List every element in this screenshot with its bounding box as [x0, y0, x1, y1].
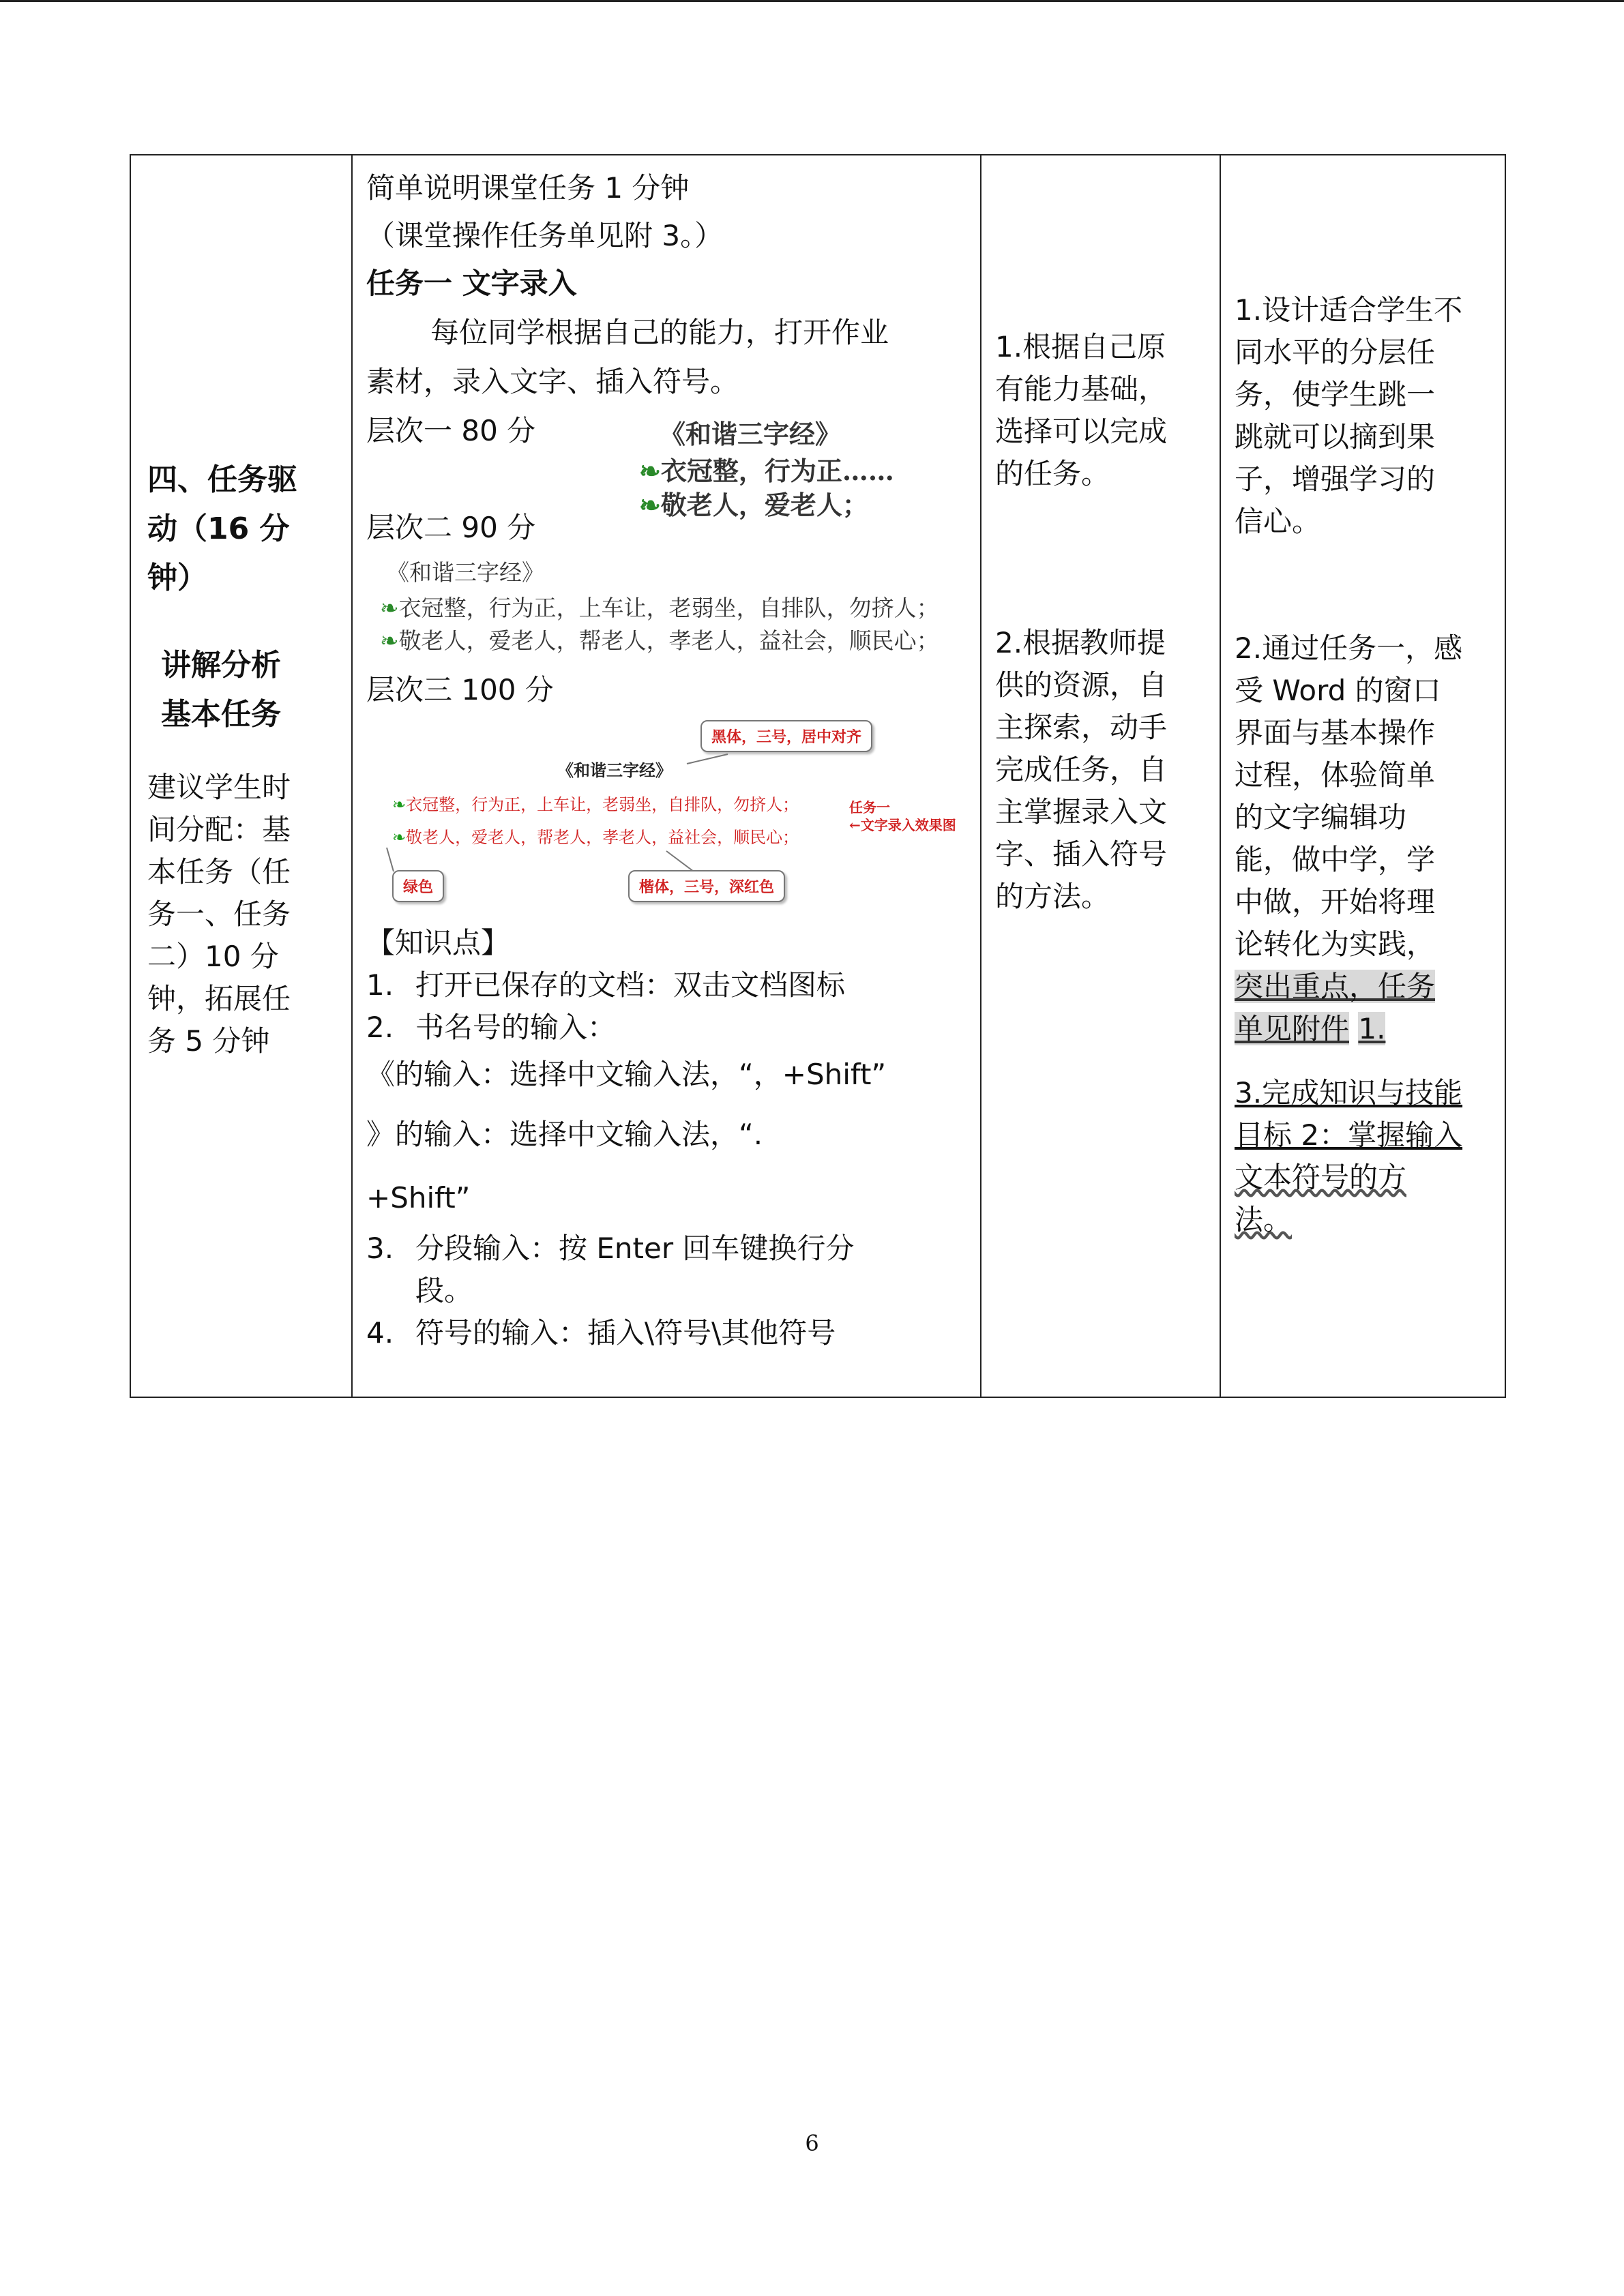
list-number: 3. [366, 1232, 394, 1265]
knowledge-subitem: +Shift” [366, 1181, 471, 1214]
sample-line: 衣冠整，行为正…… [660, 456, 894, 486]
stage-heading: 钟） [147, 561, 207, 595]
task-description: 素材，录入文字、插入符号。 [366, 365, 739, 398]
activity-line: 选择可以完成 [995, 415, 1168, 448]
level-1-label: 层次一 80 分 [366, 414, 536, 447]
activity-line: 完成任务，自 [995, 753, 1168, 786]
list-number: 4. [366, 1316, 394, 1350]
activity-line: 字、插入符号 [995, 837, 1168, 871]
underlined-text: 文本符号的方 [1235, 1161, 1407, 1194]
highlighted-text: 单见附件 [1235, 1012, 1350, 1045]
page-number: 6 [805, 2130, 819, 2156]
intent-line: 的文字编辑功 [1235, 801, 1407, 834]
knowledge-item: 符号的输入：插入\符号\其他符号 [415, 1316, 836, 1350]
stage-subheading: 基本任务 [161, 697, 281, 732]
knowledge-subitem: 《的输入：选择中文输入法，“，+Shift” [366, 1058, 887, 1091]
intent-line: 过程，体验简单 [1235, 758, 1436, 792]
sample-line: 敬老人，爱老人，帮老人，孝老人，益社会，顺民心； [406, 828, 799, 847]
top-border-line [0, 0, 1624, 2]
sample-line: 衣冠整，行为正，上车让，老弱坐，自排队，勿挤人； [398, 595, 939, 621]
intent-line: 子，增强学习的 [1235, 462, 1436, 496]
intent-line: 务，使学生跳一 [1235, 378, 1436, 411]
time-note-line: 本任务（任 [147, 855, 291, 889]
intent-line: 论转化为实践， [1235, 927, 1436, 961]
activity-line: 的方法。 [995, 880, 1110, 913]
underlined-text: 法。 [1235, 1203, 1293, 1236]
knowledge-subitem: 》的输入：选择中文输入法，“. [366, 1118, 763, 1151]
time-note-line: 二）10 分 [147, 940, 279, 973]
activity-line: 主探索，动手 [995, 711, 1168, 744]
level-3-label: 层次三 100 分 [366, 673, 554, 706]
activity-line: 2.根据教师提 [995, 626, 1166, 659]
knowledge-item-continued: 段。 [415, 1274, 473, 1307]
activity-line: 的任务。 [995, 457, 1110, 490]
task-title: 任务一 文字录入 [366, 267, 577, 300]
leaf-icon: ❧ [392, 828, 407, 847]
knowledge-title: 【知识点】 [366, 926, 510, 959]
list-number: 2. [366, 1011, 394, 1044]
sample-line: 敬老人，爱老人，帮老人，孝老人，益社会，顺民心； [398, 627, 939, 654]
stage-heading: 四、任务驱 [147, 462, 297, 497]
student-activity-column [981, 155, 1220, 1397]
intent-line: 跳就可以摘到果 [1235, 420, 1436, 453]
leaf-icon: ❧ [380, 595, 399, 621]
time-note-line: 务一、任务 [147, 897, 291, 931]
time-note-line: 建议学生时 [147, 771, 291, 804]
highlighted-text: 1. [1358, 1012, 1386, 1045]
level-2-label: 层次二 90 分 [366, 511, 536, 544]
intent-line: 信心。 [1235, 505, 1321, 538]
list-number: 1. [366, 968, 394, 1002]
leaf-icon: ❧ [392, 795, 407, 814]
callout-title-format: 黑体，三号，居中对齐 [700, 720, 872, 752]
time-note-line: 钟，拓展任 [147, 982, 291, 1015]
stage-heading: 动（16 分 [147, 511, 290, 546]
activity-line: 供的资源，自 [995, 668, 1168, 702]
activity-line: 有能力基础， [995, 372, 1168, 406]
callout-body-format: 楷体，三号，深红色 [628, 870, 785, 902]
task-description: 每位同学根据自己的能力，打开作业 [430, 316, 889, 349]
intro-text: 简单说明课堂任务 1 分钟 [366, 171, 690, 205]
underlined-text: 3.完成知识与技能 [1235, 1076, 1463, 1109]
activity-line: 1.根据自己原 [995, 330, 1166, 363]
sample-title: 《和谐三字经》 [660, 419, 842, 449]
knowledge-item: 书名号的输入： [415, 1011, 617, 1044]
intent-line: 受 Word 的窗口 [1235, 674, 1441, 707]
callout-green: 绿色 [392, 870, 444, 902]
intro-text: （课堂操作任务单见附 3。） [366, 219, 724, 252]
side-label: ←文字录入效果图 [849, 817, 956, 833]
sample-title: 《和谐三字经》 [387, 559, 544, 586]
leaf-icon: ❧ [380, 627, 399, 654]
intent-line: 能，做中学，学 [1235, 843, 1436, 876]
intent-line: 中做，开始将理 [1235, 885, 1436, 919]
stage-column [131, 155, 351, 1397]
design-intent-column [1221, 155, 1507, 1397]
leaf-icon: ❧ [639, 490, 661, 520]
intent-line: 界面与基本操作 [1235, 716, 1436, 749]
activity-line: 主掌握录入文 [995, 795, 1168, 829]
sample-title: 《和谐三字经》 [557, 760, 672, 780]
intent-line: 同水平的分层任 [1235, 336, 1436, 369]
teaching-content-column [353, 155, 980, 1397]
intent-line: 1.设计适合学生不 [1235, 293, 1463, 327]
level-3-sample-image [366, 715, 966, 912]
leaf-icon: ❧ [639, 456, 661, 486]
knowledge-item: 打开已保存的文档：双击文档图标 [415, 968, 846, 1002]
level-1-sample-image [639, 413, 953, 520]
level-2-sample-image [366, 552, 966, 668]
underlined-text: 目标 2：掌握输入 [1235, 1118, 1463, 1152]
intent-line: 2.通过任务一，感 [1235, 631, 1463, 665]
lesson-plan-table [130, 154, 1506, 1398]
time-note-line: 务 5 分钟 [147, 1024, 270, 1058]
sample-line: 敬老人，爱老人； [660, 490, 868, 520]
stage-subheading: 讲解分析 [161, 648, 281, 683]
side-label: 任务一 [849, 799, 890, 816]
highlighted-text: 突出重点，任务 [1235, 970, 1436, 1003]
knowledge-item: 分段输入：按 Enter 回车键换行分 [415, 1232, 855, 1265]
sample-line: 衣冠整，行为正，上车让，老弱坐，自排队，勿挤人； [406, 795, 799, 814]
time-note-line: 间分配：基 [147, 813, 291, 846]
